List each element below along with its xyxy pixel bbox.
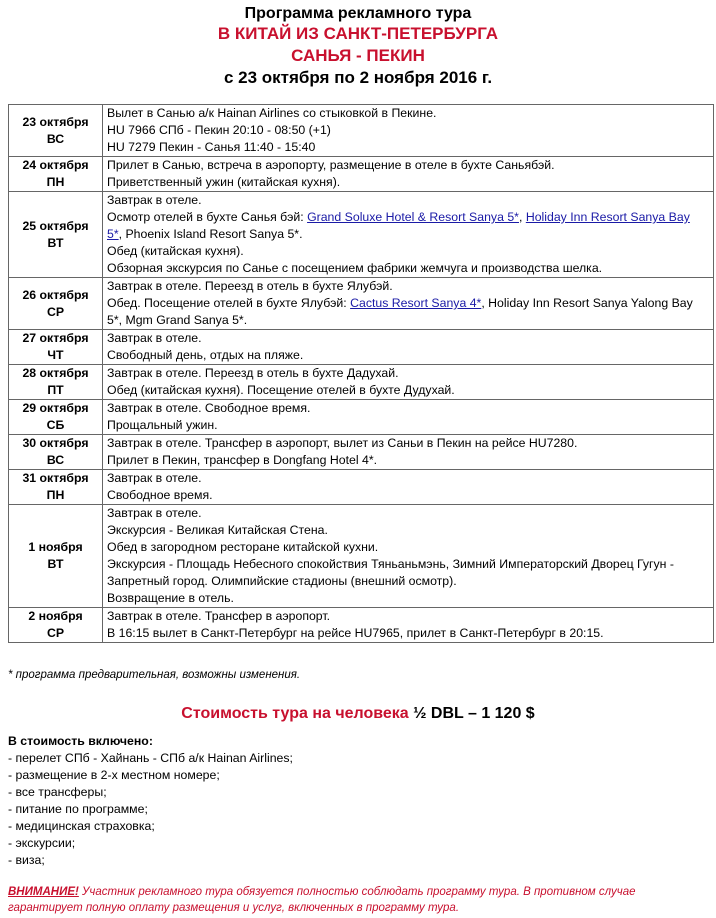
- description-line: [107, 226, 710, 243]
- description-line: [107, 243, 710, 260]
- description-text: Завтрак в отеле. Трансфер в аэропорт, вылет из Саньи в Пекин на рейсе HU7280.: [107, 436, 578, 450]
- table-row: [9, 505, 714, 608]
- table-row: [9, 157, 714, 192]
- hotel-link[interactable]: Grand Soluxe Hotel & Resort Sanya 5*: [307, 210, 519, 224]
- description-text: Завтрак в отеле. Трансфер в аэропорт.: [107, 609, 331, 623]
- day-cell: [9, 505, 103, 608]
- description-line: [107, 470, 710, 487]
- day-description: [103, 435, 714, 470]
- description-text: , Phoenix Island Resort Sanya 5*.: [118, 227, 303, 241]
- description-text: Завтрак в отеле. Переезд в отель в бухте Ялубэй.: [107, 279, 393, 293]
- description-text: Осмотр отелей в бухте Санья бэй:: [107, 210, 308, 224]
- description-text: Обед. Посещение отелей в бухте Ялубэй:: [107, 296, 351, 310]
- day-weekday: СР: [46, 304, 65, 319]
- program-table: [8, 104, 714, 643]
- day-weekday: ВС: [46, 131, 65, 146]
- table-row: [9, 365, 714, 400]
- description-text: Обед (китайская кухня). Посещение отелей в бухте Дудухай.: [107, 383, 455, 397]
- description-line: [107, 417, 710, 434]
- list-item: - размещение в 2-х местном номере;: [8, 768, 220, 782]
- day-cell: [9, 278, 103, 330]
- day-description: [103, 157, 714, 192]
- price-value: ½ DBL – 1 120 $: [413, 705, 535, 722]
- day-date: 23 октября: [22, 114, 89, 129]
- description-line: [107, 139, 710, 156]
- list-item: - виза;: [8, 853, 45, 867]
- warning-block: [8, 884, 708, 916]
- day-weekday: ВС: [46, 453, 65, 467]
- day-cell: [9, 330, 103, 365]
- description-line: [107, 330, 710, 347]
- description-line: [107, 505, 710, 522]
- description-line: [107, 295, 710, 312]
- table-row: [9, 470, 714, 505]
- day-weekday: ВТ: [47, 557, 64, 571]
- list-item: - питание по программе;: [8, 802, 148, 816]
- day-description: [103, 400, 714, 435]
- day-cell: [9, 608, 103, 643]
- description-text: Вылет в Санью а/к Hainan Airlines со стыковкой в Пекине.: [107, 106, 437, 120]
- list-item: - медицинская страховка;: [8, 819, 155, 833]
- description-text: Экскурсия - Великая Китайская Стена.: [107, 523, 328, 537]
- day-cell: [9, 435, 103, 470]
- description-text: Завтрак в отеле. Свободное время.: [107, 401, 311, 415]
- description-text: Прощальный ужин.: [107, 418, 218, 432]
- day-description: [103, 105, 714, 157]
- program-note: * программа предварительная, возможны изменения.: [8, 669, 301, 681]
- day-weekday: СБ: [46, 418, 65, 432]
- description-line: [107, 278, 710, 295]
- day-date: 24 октября: [22, 158, 89, 172]
- day-cell: [9, 157, 103, 192]
- day-cell: [9, 105, 103, 157]
- description-text: Свободный день, отдых на пляже.: [107, 348, 304, 362]
- warning-text: Участник рекламного тура обязуется полностью соблюдать программу тура. В противном случае гарантирует полную оплату размещения и услуг, включенных в программу тура.: [8, 886, 636, 914]
- price-line: [0, 705, 716, 723]
- included-title: В стоимость включено:: [8, 734, 153, 748]
- description-text: Возвращение в отель.: [107, 591, 234, 605]
- day-date: 26 октября: [22, 287, 89, 302]
- day-description: [103, 278, 714, 330]
- table-row: [9, 330, 714, 365]
- description-text: Завтрак в отеле.: [107, 331, 202, 345]
- description-line: [107, 556, 710, 573]
- description-line: [107, 312, 710, 329]
- table-row: [9, 105, 714, 157]
- day-weekday: ПН: [46, 175, 65, 189]
- description-text: В 16:15 вылет в Санкт-Петербург на рейсе HU7965, прилет в Санкт-Петербург в 20:15.: [107, 626, 604, 640]
- table-row: [9, 435, 714, 470]
- description-text: Экскурсия - Площадь Небесного спокойствия Тяньаньмэнь, Зимний Императорский Дворец Гугун -: [107, 557, 674, 571]
- table-row: [9, 400, 714, 435]
- day-weekday: ВТ: [47, 235, 64, 250]
- hotel-link[interactable]: 5*: [107, 227, 119, 241]
- description-line: [107, 400, 710, 417]
- description-text: Завтрак в отеле. Переезд в отель в бухте Дадухай.: [107, 366, 399, 380]
- description-line: [107, 608, 710, 625]
- description-text: Обед (китайская кухня).: [107, 244, 244, 258]
- day-cell: [9, 192, 103, 278]
- description-text: Приветственный ужин (китайская кухня).: [107, 175, 341, 189]
- description-line: [107, 522, 710, 539]
- title-route: САНЬЯ - ПЕКИН: [291, 46, 425, 65]
- description-line: [107, 365, 710, 382]
- description-line: [107, 122, 710, 139]
- day-date: 29 октября: [22, 401, 89, 415]
- day-date: 2 ноября: [28, 609, 83, 623]
- included-section: [8, 733, 293, 869]
- price-label: Стоимость тура на человека: [181, 705, 409, 722]
- description-text: Свободное время.: [107, 488, 213, 502]
- description-line: [107, 382, 710, 399]
- table-row: [9, 278, 714, 330]
- description-text: Прилет в Пекин, трансфер в Dongfang Hotel 4*.: [107, 453, 378, 467]
- description-text: Обед в загородном ресторане китайской кухни.: [107, 540, 379, 554]
- included-list: [8, 750, 293, 869]
- description-text: HU 7279 Пекин - Санья 11:40 - 15:40: [107, 140, 316, 154]
- day-date: 27 октября: [22, 331, 89, 345]
- day-date: 31 октября: [22, 471, 89, 485]
- day-cell: [9, 470, 103, 505]
- day-description: [103, 330, 714, 365]
- title-dates: с 23 октября по 2 ноября 2016 г.: [223, 68, 493, 87]
- day-date: 30 октября: [22, 436, 89, 450]
- warning-label: ВНИМАНИЕ!: [8, 886, 79, 898]
- description-line: [107, 487, 710, 504]
- description-line: [107, 625, 710, 642]
- description-line: [107, 157, 710, 174]
- description-line: [107, 573, 710, 590]
- description-line: [107, 192, 710, 209]
- list-item: - перелет СПб - Хайнань - СПб а/к Hainan Airlines;: [8, 751, 293, 765]
- day-date: 28 октября: [22, 366, 89, 380]
- list-item: - экскурсии;: [8, 836, 76, 850]
- day-date: 1 ноября: [28, 540, 83, 554]
- list-item: - все трансферы;: [8, 785, 107, 799]
- day-weekday: ПТ: [47, 383, 64, 397]
- description-line: [107, 452, 710, 469]
- description-text: Обзорная экскурсия по Санье с посещением фабрики жемчуга и производства шелка.: [107, 261, 603, 275]
- day-cell: [9, 365, 103, 400]
- day-description: [103, 608, 714, 643]
- description-line: [107, 347, 710, 364]
- day-weekday: ЧТ: [47, 348, 64, 362]
- description-text: , Holiday Inn Resort Sanya Yalong Bay: [481, 296, 693, 310]
- description-text: HU 7966 СПб - Пекин 20:10 - 08:50 (+1): [107, 123, 331, 137]
- description-line: [107, 590, 710, 607]
- description-line: [107, 260, 710, 277]
- description-line: [107, 435, 710, 452]
- title-line-2: В КИТАЙ ИЗ САНКТ-ПЕТЕРБУРГА: [217, 24, 499, 43]
- description-line: [107, 174, 710, 191]
- table-row: [9, 608, 714, 643]
- description-text: Прилет в Санью, встреча в аэропорту, размещение в отеле в бухте Саньябэй.: [107, 158, 555, 172]
- title-line-1: Программа рекламного тура: [244, 5, 472, 22]
- description-text: Завтрак в отеле.: [107, 506, 202, 520]
- description-line: [107, 209, 710, 226]
- description-text: Завтрак в отеле.: [107, 471, 202, 485]
- description-text: Запретный город. Олимпийские стадионы (внешний осмотр).: [107, 574, 457, 588]
- description-text: ,: [518, 210, 526, 224]
- day-description: [103, 470, 714, 505]
- description-line: [107, 105, 710, 122]
- day-weekday: СР: [46, 626, 65, 640]
- day-date: 25 октября: [22, 218, 89, 233]
- day-description: [103, 505, 714, 608]
- day-weekday: ПН: [46, 488, 65, 502]
- day-cell: [9, 400, 103, 435]
- table-row: [9, 192, 714, 278]
- description-line: [107, 539, 710, 556]
- hotel-link[interactable]: Holiday Inn Resort Sanya Bay: [525, 210, 690, 224]
- hotel-link[interactable]: Cactus Resort Sanya 4*: [350, 296, 482, 310]
- day-description: [103, 192, 714, 278]
- description-text: 5*, Mgm Grand Sanya 5*.: [107, 313, 248, 327]
- day-description: [103, 365, 714, 400]
- description-text: Завтрак в отеле.: [107, 193, 202, 207]
